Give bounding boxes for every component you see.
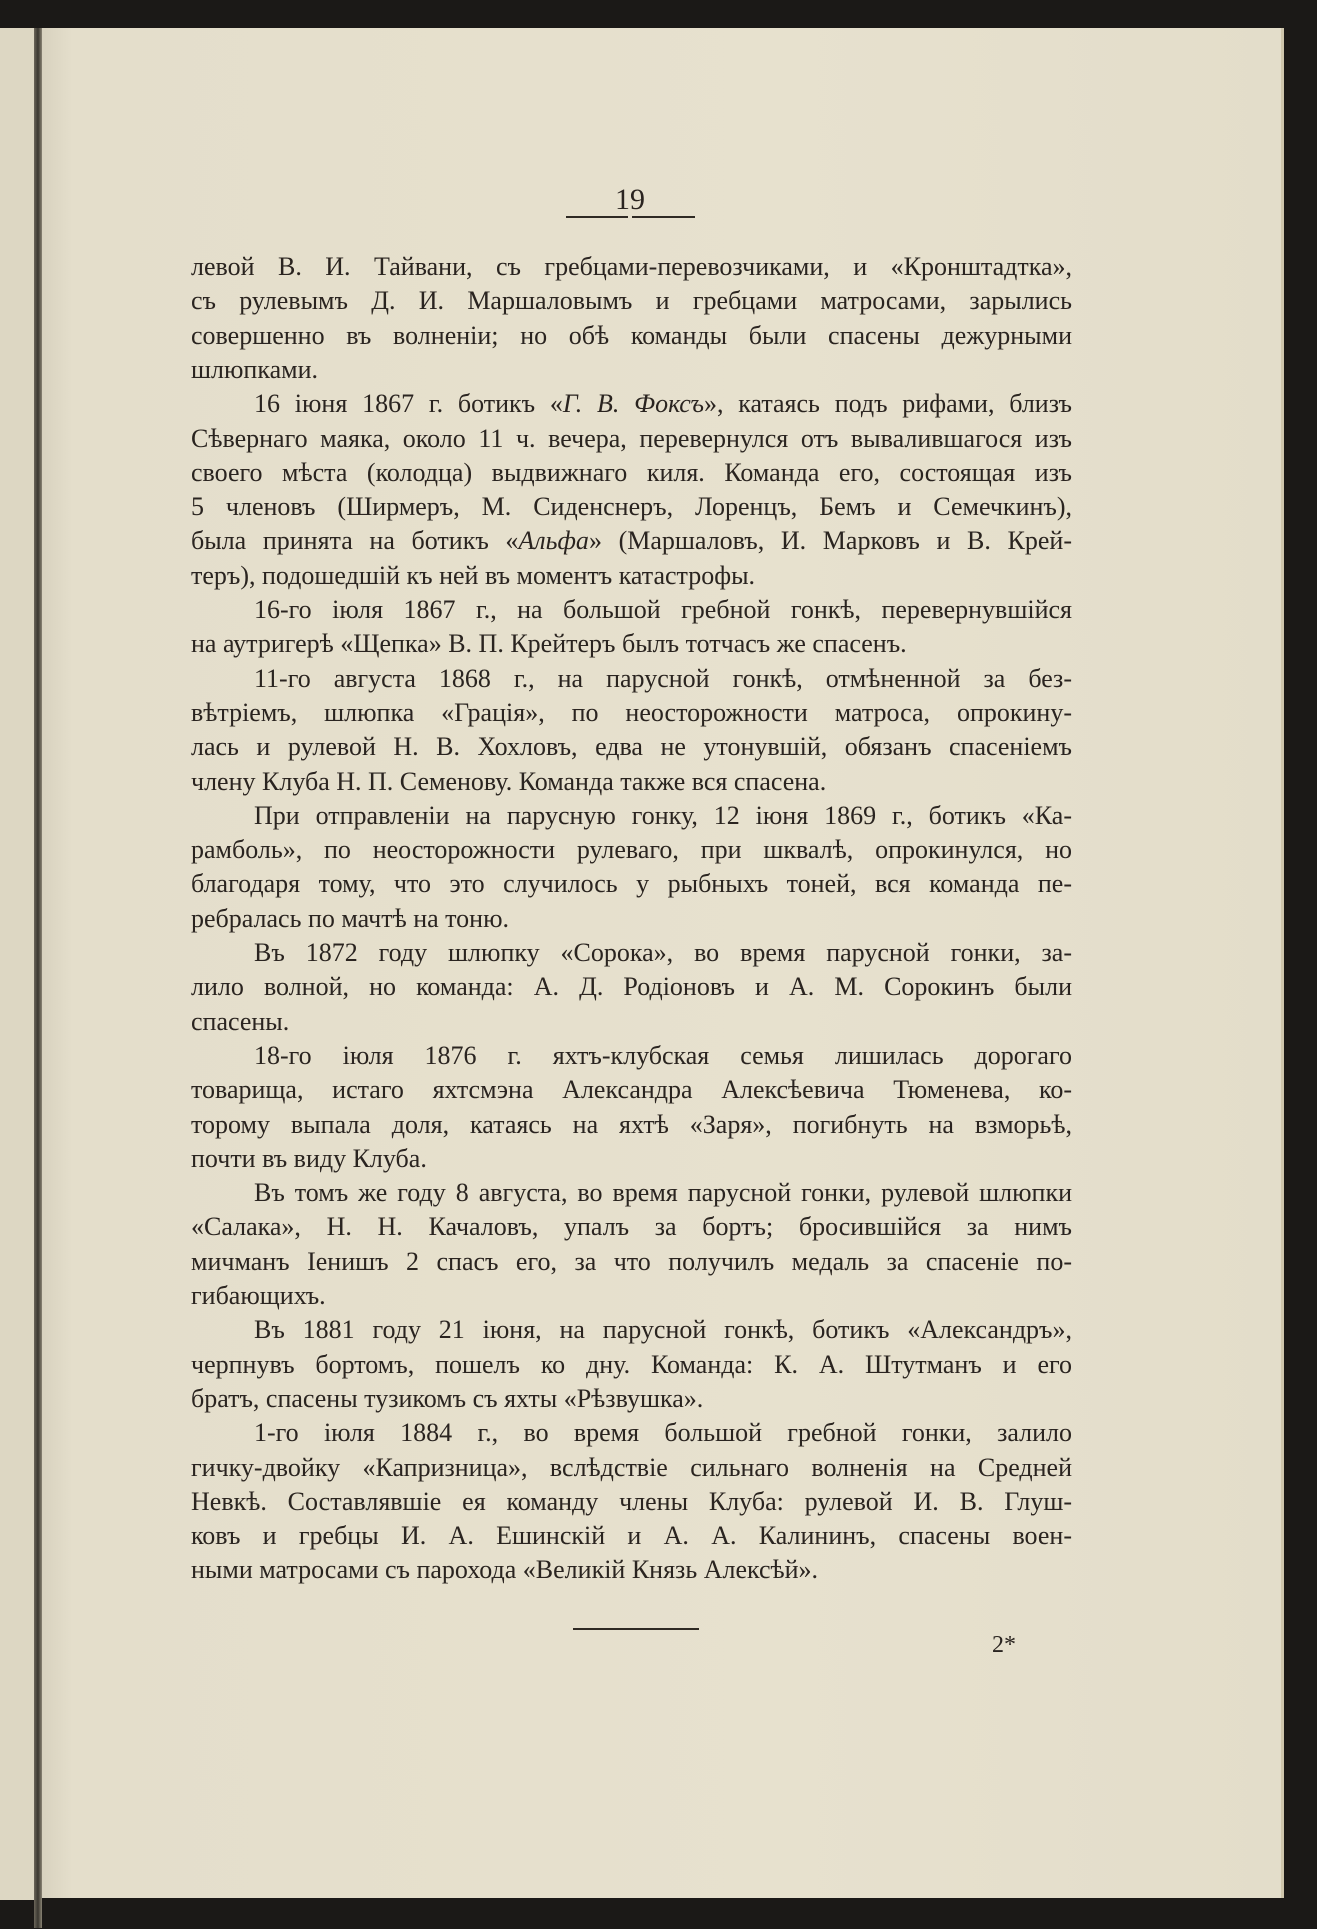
text-line: ными матросами съ парохода «Великій Князь Алексѣй». [191, 1555, 819, 1585]
text-segment: » (Маршаловъ, И. Марковъ и В. Крей- [588, 526, 1073, 556]
previous-page-edge [0, 28, 36, 1900]
text-line: мичманъ Іенишъ 2 спасъ его, за что получилъ медаль за спасеніе по- [191, 1246, 1072, 1276]
text-line: Въ 1881 году 21 іюня, на парусной гонкѣ, ботикъ «Александръ», [254, 1315, 1072, 1345]
text-line: Сѣвернаго маяка, около 11 ч. вечера, перевернулся отъ вывалившагося изъ [191, 423, 1072, 453]
text-line: своего мѣста (колодца) выдвижнаго киля. Команда его, состоящая изъ [191, 457, 1072, 487]
text-segment: 16 іюня 1867 г. ботикъ « [254, 389, 563, 419]
italic-boat-name: Г. В. Фоксъ [562, 389, 704, 419]
text-line [191, 524, 1072, 558]
text-line: на аутригерѣ «Щепка» В. П. Крейтеръ былъ тотчасъ же спасенъ. [191, 629, 907, 659]
text-line: гичку-двойку «Капризница», вслѣдствіе сильнаго волненія на Средней [191, 1452, 1072, 1482]
page-number: 19 [615, 183, 645, 216]
text-line: левой В. И. Тайвани, съ гребцами-перевозчиками, и «Кронштадтка», [191, 252, 1072, 281]
text-line: «Салака», Н. Н. Качаловъ, упалъ за бортъ; бросившійся за нимъ [191, 1212, 1072, 1242]
text-line: 11-го августа 1868 г., на парусной гонкѣ, отмѣненной за без- [254, 663, 1072, 693]
text-line: гибающихъ. [191, 1281, 326, 1310]
italic-boat-name: Альфа [518, 526, 589, 556]
signature-mark: 2* [992, 1632, 1016, 1658]
text-line: съ рулевымъ Д. И. Маршаловымъ и гребцами матросами, зарылись [191, 286, 1072, 316]
text-line: При отправленіи на парусную гонку, 12 іюня 1869 г., ботикъ «Ка- [254, 800, 1072, 830]
text-line: почти въ виду Клуба. [191, 1143, 427, 1173]
text-line: лило волной, но команда: А. Д. Родіоновъ и А. М. Сорокинъ были [191, 972, 1072, 1002]
text-segment: была принята на ботикъ « [191, 526, 519, 556]
text-line: ковъ и гребцы И. А. Ешинскій и А. А. Калининъ, спасены воен- [191, 1521, 1072, 1551]
text-line: 1-го іюля 1884 г., во время большой гребной гонки, залило [254, 1418, 1072, 1448]
text-line: 5 членовъ (Ширмеръ, М. Сиденснеръ, Лоренцъ, Бемъ и Семечкинъ), [191, 492, 1072, 522]
header-rule-left [566, 216, 628, 218]
text-line: теръ), подошедшій къ ней въ моментъ катастрофы. [191, 560, 756, 590]
text-line: Невкѣ. Составлявшіе ея команду члены Клуба: рулевой И. В. Глуш- [191, 1486, 1072, 1516]
text-line: черпнувъ бортомъ, пошелъ ко дну. Команда: К. А. Штутманъ и его [191, 1349, 1072, 1379]
text-line: 18-го іюля 1876 г. яхтъ-клубская семья лишилась дорогаго [254, 1040, 1072, 1070]
end-rule [573, 1628, 699, 1630]
text-line [191, 387, 1072, 421]
book-gutter [34, 28, 42, 1928]
header-rule-right [632, 216, 695, 218]
text-line: вѣтріемъ, шлюпка «Грація», по неосторожности матроса, опрокину- [191, 697, 1072, 727]
text-line: Въ 1872 году шлюпку «Сорока», во время парусной гонки, за- [254, 938, 1072, 967]
text-line: совершенно въ волненіи; но обѣ команды были спасены дежурными [191, 320, 1072, 350]
text-line: 16-го іюля 1867 г., на большой гребной гонкѣ, перевернувшійся [254, 595, 1072, 624]
text-line: спасены. [191, 1006, 290, 1036]
text-line: благодаря тому, что это случилось у рыбныхъ тоней, вся команда пе- [191, 869, 1072, 899]
text-segment: », катаясь подъ рифами, близъ [703, 389, 1072, 419]
text-line: шлюпками. [191, 354, 318, 384]
text-line: торому выпала доля, катаясь на яхтѣ «Заря», погибнуть на взморьѣ, [191, 1109, 1072, 1139]
text-line: лась и рулевой Н. В. Хохловъ, едва не утонувшій, обязанъ спасеніемъ [191, 732, 1072, 762]
text-line: ребралась по мачтѣ на тоню. [191, 903, 510, 933]
text-line: товарища, истаго яхтсмэна Александра Алексѣевича Тюменева, ко- [191, 1075, 1072, 1105]
text-line: рамболь», по неосторожности рулеваго, при шквалѣ, опрокинулся, но [191, 835, 1072, 865]
text-line: члену Клуба Н. П. Семенову. Команда также вся спасена. [191, 766, 827, 796]
text-line: Въ томъ же году 8 августа, во время парусной гонки, рулевой шлюпки [254, 1178, 1072, 1208]
text-line: братъ, спасены тузикомъ съ яхты «Рѣзвушка». [191, 1383, 704, 1413]
